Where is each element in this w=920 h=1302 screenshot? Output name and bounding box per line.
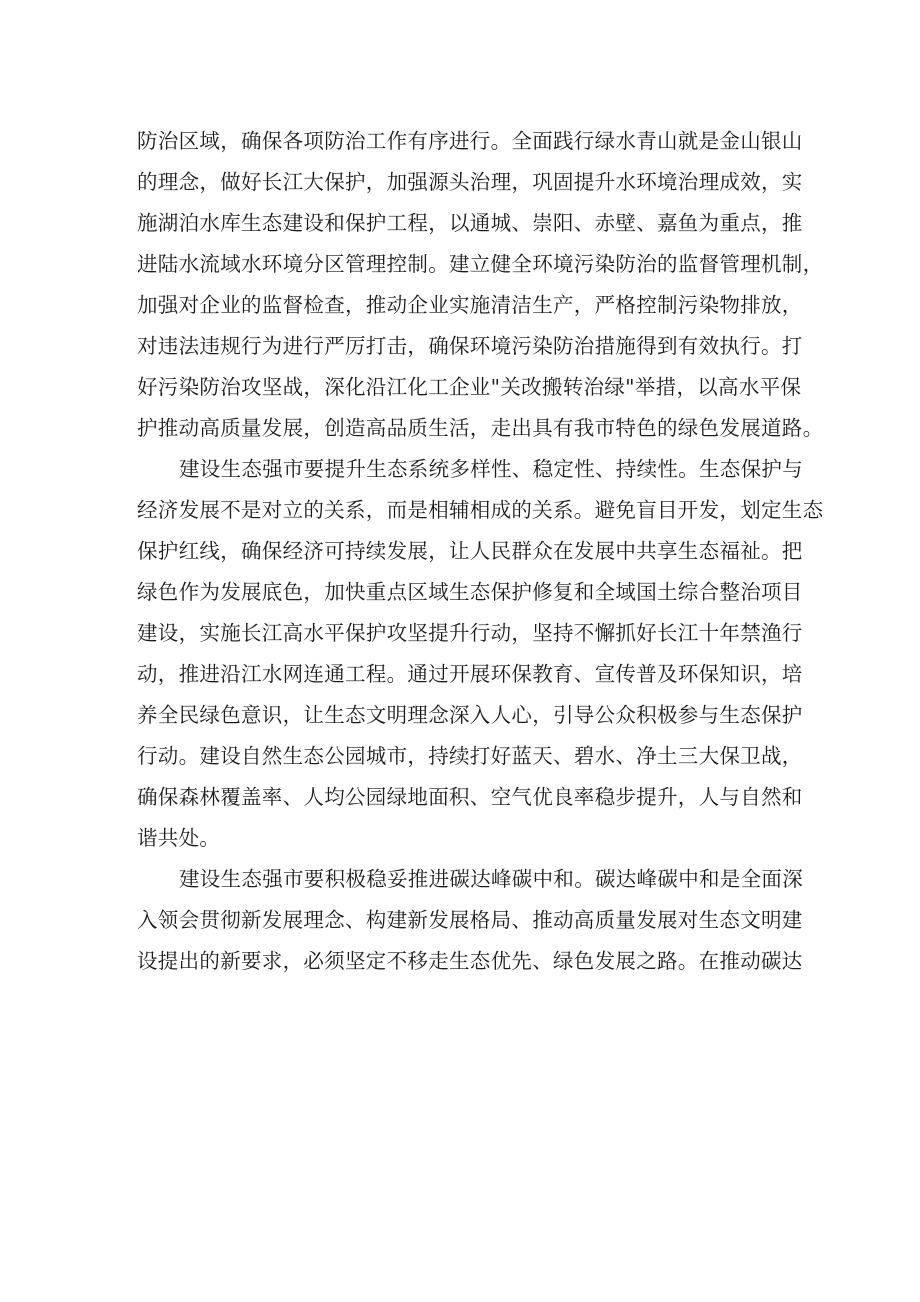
text-line: 建设生态强市要提升生态系统多样性、稳定性、持续性。生态保护与 <box>179 457 803 481</box>
text-line: 行动。建设自然生态公园城市，持续打好蓝天、碧水、净土三大保卫战， <box>137 744 803 768</box>
text-line: 入领会贯彻新发展理念、构建新发展格局、推动高质量发展对生态文明建 <box>137 908 803 932</box>
text-line: 防治区域，确保各项防治工作有序进行。全面践行绿水青山就是金山银山 <box>137 129 803 153</box>
text-line: 绿色作为发展底色，加快重点区域生态保护修复和全域国土综合整治项目 <box>137 580 803 604</box>
text-line: 养全民绿色意识，让生态文明理念深入人心，引导公众积极参与生态保护 <box>137 703 803 727</box>
text-line: 施湖泊水库生态建设和保护工程，以通城、崇阳、赤壁、嘉鱼为重点，推 <box>137 211 803 235</box>
text-line: 的理念，做好长江大保护，加强源头治理，巩固提升水环境治理成效，实 <box>137 170 803 194</box>
text-line: 确保森林覆盖率、人均公园绿地面积、空气优良率稳步提升，人与自然和 <box>137 785 803 809</box>
text-line: 好污染防治攻坚战，深化沿江化工企业"关改搬转治绿"举措，以高水平保 <box>137 375 802 399</box>
paragraph-3 <box>137 859 803 982</box>
text-line: 对违法违规行为进行严厉打击，确保环境污染防治措施得到有效执行。打 <box>137 334 803 358</box>
text-line: 设提出的新要求，必须坚定不移走生态优先、绿色发展之路。在推动碳达 <box>137 949 803 973</box>
text-line: 谐共处。 <box>137 826 221 850</box>
text-line: 加强对企业的监督检查，推动企业实施清洁生产，严格控制污染物排放， <box>137 293 803 317</box>
text-line: 保护红线，确保经济可持续发展，让人民群众在发展中共享生态福祉。把 <box>137 539 803 563</box>
text-line: 建设生态强市要积极稳妥推进碳达峰碳中和。碳达峰碳中和是全面深 <box>179 867 803 891</box>
paragraph-1 <box>137 121 824 449</box>
paragraph-2 <box>137 449 824 859</box>
text-line: 动，推进沿江水网连通工程。通过开展环保教育、宣传普及环保知识，培 <box>137 662 803 686</box>
document-body <box>137 121 824 982</box>
text-line: 护推动高质量发展，创造高品质生活，走出具有我市特色的绿色发展道路。 <box>137 416 824 440</box>
text-line: 进陆水流域水环境分区管理控制。建立健全环境污染防治的监督管理机制， <box>137 252 824 276</box>
text-line: 建设，实施长江高水平保护攻坚提升行动，坚持不懈抓好长江十年禁渔行 <box>137 621 803 645</box>
text-line: 经济发展不是对立的关系，而是相辅相成的关系。避免盲目开发，划定生态 <box>137 498 824 522</box>
